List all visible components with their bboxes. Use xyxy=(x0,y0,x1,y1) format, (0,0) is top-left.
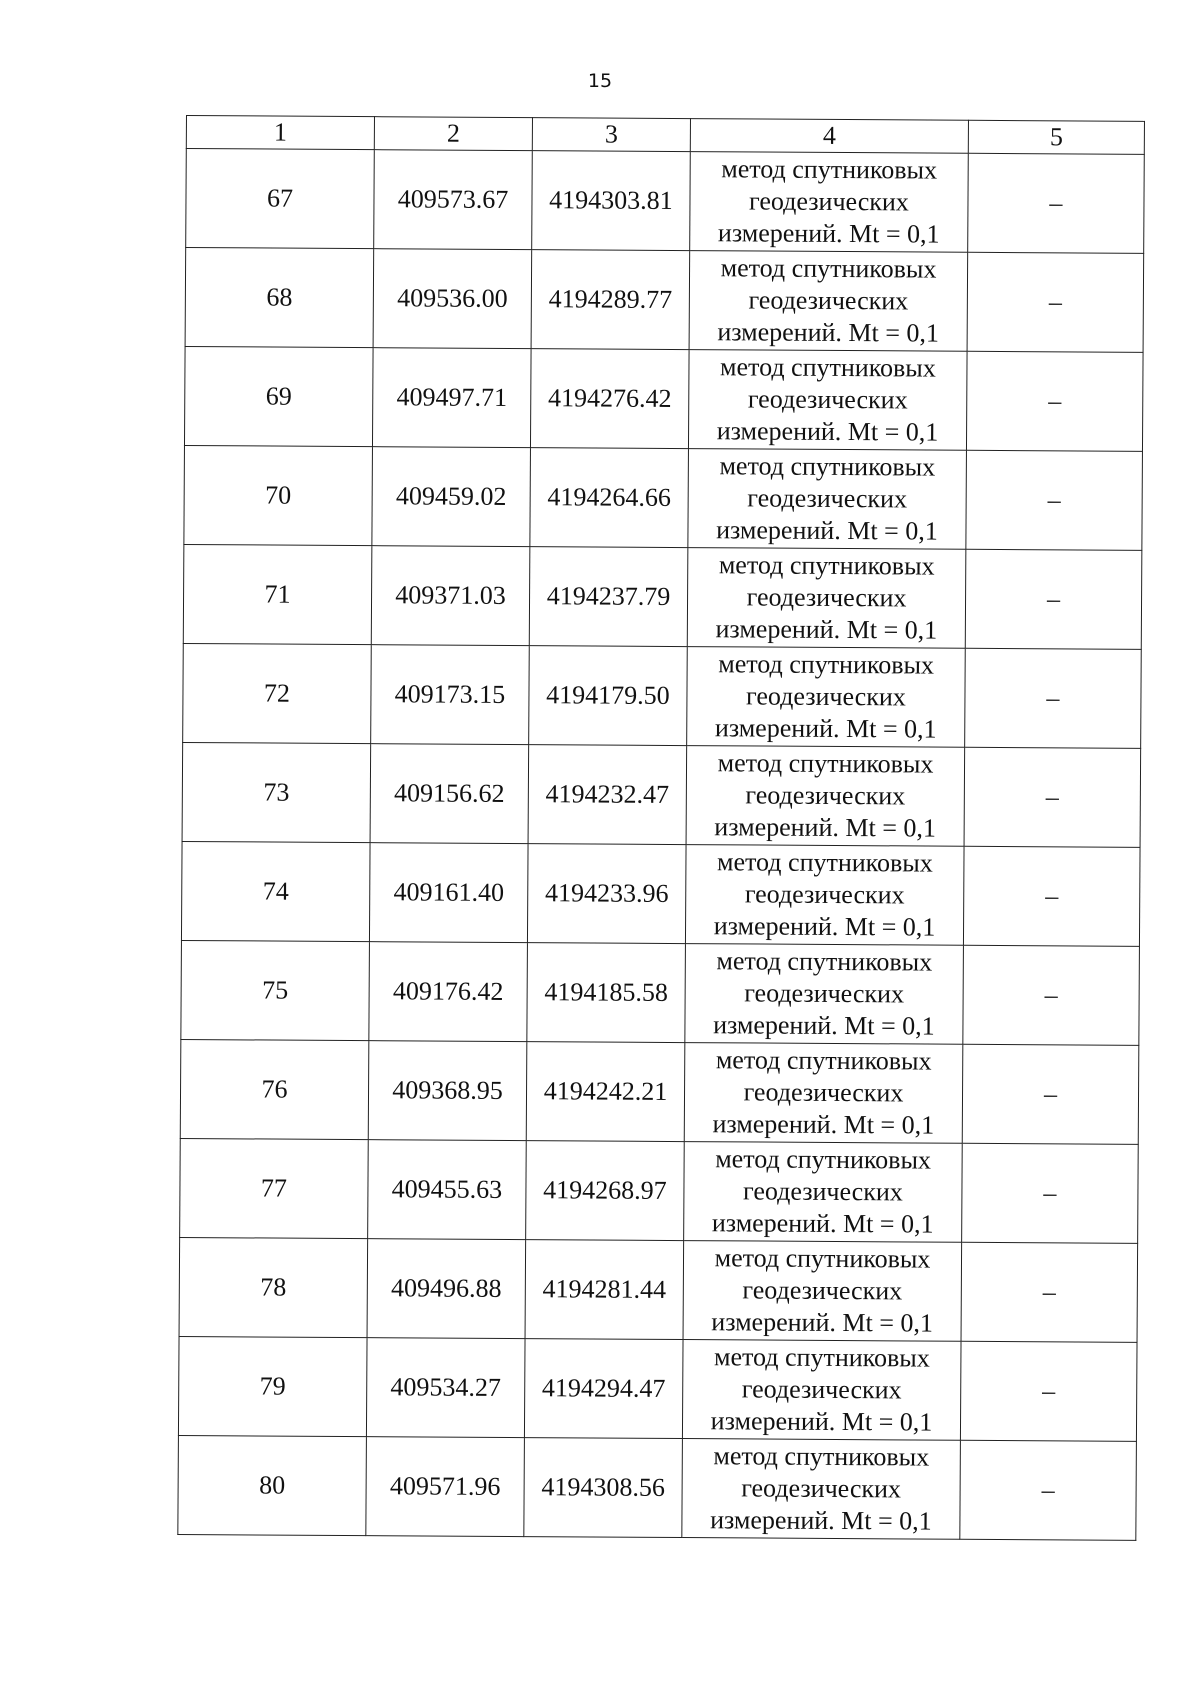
note-cell: – xyxy=(967,252,1144,352)
method-cell xyxy=(684,1043,963,1144)
y-coordinate-cell: 4194264.66 xyxy=(530,448,689,548)
method-line-1: метод спутниковых xyxy=(715,1144,932,1175)
note-cell: – xyxy=(964,747,1141,847)
y-coordinate-cell: 4194289.77 xyxy=(531,250,690,350)
x-coordinate-cell: 409161.40 xyxy=(369,843,528,943)
x-coordinate-cell: 409496.88 xyxy=(367,1239,526,1339)
y-coordinate-cell: 4194268.97 xyxy=(526,1141,685,1241)
point-number-cell: 80 xyxy=(178,1435,367,1535)
note-cell: – xyxy=(961,1242,1138,1342)
point-number-cell: 76 xyxy=(180,1039,369,1139)
x-coordinate-cell: 409459.02 xyxy=(372,447,531,547)
method-cell xyxy=(687,548,966,649)
table-row xyxy=(183,544,1142,649)
method-line-2: геодезических xyxy=(749,186,909,217)
method-line-1: метод спутниковых xyxy=(717,748,934,779)
y-coordinate-cell: 4194232.47 xyxy=(528,745,687,845)
point-number-cell: 68 xyxy=(185,248,374,348)
note-cell: – xyxy=(963,846,1140,946)
y-coordinate-cell: 4194294.47 xyxy=(524,1339,683,1439)
method-line-3: измерений. Mt = 0,1 xyxy=(715,614,938,645)
method-line-2: геодезических xyxy=(748,285,909,316)
y-coordinate-cell: 4194308.56 xyxy=(524,1438,683,1538)
table-row xyxy=(184,445,1143,550)
method-line-3: измерений. Mt = 0,1 xyxy=(710,1505,932,1536)
x-coordinate-cell: 409368.95 xyxy=(368,1041,527,1141)
point-number-cell: 74 xyxy=(181,841,370,941)
x-coordinate-cell: 409536.00 xyxy=(373,249,532,349)
method-line-2: геодезических xyxy=(741,1473,902,1504)
note-cell: – xyxy=(963,945,1140,1045)
method-line-3: измерений. Mt = 0,1 xyxy=(714,812,937,843)
method-cell xyxy=(686,746,965,847)
point-number-cell: 73 xyxy=(182,742,371,842)
note-cell: – xyxy=(965,648,1142,748)
method-cell xyxy=(688,449,967,550)
method-line-3: измерений. Mt = 0,1 xyxy=(714,713,937,744)
y-coordinate-cell: 4194233.96 xyxy=(527,844,686,944)
method-cell xyxy=(682,1439,961,1540)
method-line-1: метод спутниковых xyxy=(715,1045,932,1076)
method-cell xyxy=(682,1340,961,1441)
method-line-2: геодезических xyxy=(744,978,905,1009)
point-number-cell: 71 xyxy=(183,544,372,644)
method-line-2: геодезических xyxy=(747,384,908,415)
method-line-1: метод спутниковых xyxy=(717,847,933,878)
table-row xyxy=(178,1435,1137,1540)
method-line-1: метод спутниковых xyxy=(714,1243,931,1274)
method-line-1: метод спутниковых xyxy=(721,154,938,185)
point-number-cell: 75 xyxy=(181,940,370,1040)
table-row xyxy=(184,346,1143,451)
method-cell xyxy=(689,251,968,352)
point-number-cell: 67 xyxy=(186,149,375,249)
note-cell: – xyxy=(966,450,1143,550)
y-coordinate-cell: 4194281.44 xyxy=(525,1240,684,1340)
header-col-1: 1 xyxy=(186,116,374,150)
method-line-2: геодезических xyxy=(742,1176,903,1207)
y-coordinate-cell: 4194276.42 xyxy=(530,349,689,449)
method-line-2: геодезических xyxy=(745,681,906,712)
method-cell xyxy=(688,350,967,451)
method-line-1: метод спутниковых xyxy=(720,352,936,383)
note-cell: – xyxy=(962,1143,1139,1243)
method-line-3: измерений. Mt = 0,1 xyxy=(713,911,936,942)
method-line-3: измерений. Mt = 0,1 xyxy=(716,416,939,447)
method-line-3: измерений. Mt = 0,1 xyxy=(716,515,938,546)
method-line-2: геодезических xyxy=(742,1275,903,1306)
method-line-2: геодезических xyxy=(743,1077,904,1108)
table-row xyxy=(183,643,1142,748)
x-coordinate-cell: 409455.63 xyxy=(368,1140,527,1240)
note-cell: – xyxy=(965,549,1142,649)
header-col-2: 2 xyxy=(374,117,532,151)
x-coordinate-cell: 409573.67 xyxy=(374,150,533,250)
table-row xyxy=(181,940,1140,1045)
x-coordinate-cell: 409497.71 xyxy=(372,348,531,448)
method-line-3: измерений. Mt = 0,1 xyxy=(717,218,940,249)
x-coordinate-cell: 409371.03 xyxy=(371,546,530,646)
coordinates-table-wrapper xyxy=(177,115,1144,1541)
method-line-1: метод спутниковых xyxy=(718,649,935,680)
table-row xyxy=(185,248,1144,353)
note-cell: – xyxy=(968,153,1145,253)
x-coordinate-cell: 409176.42 xyxy=(369,942,528,1042)
method-line-1: метод спутниковых xyxy=(719,451,936,482)
x-coordinate-cell: 409571.96 xyxy=(366,1437,525,1537)
table-row xyxy=(182,742,1141,847)
method-line-1: метод спутниковых xyxy=(716,946,933,977)
method-line-1: метод спутниковых xyxy=(720,253,937,284)
y-coordinate-cell: 4194237.79 xyxy=(529,547,688,647)
method-line-1: метод спутниковых xyxy=(718,550,935,581)
method-cell xyxy=(683,1241,962,1342)
header-col-5: 5 xyxy=(968,120,1144,154)
y-coordinate-cell: 4194303.81 xyxy=(532,151,691,251)
x-coordinate-cell: 409156.62 xyxy=(370,744,529,844)
table-row xyxy=(186,149,1145,254)
y-coordinate-cell: 4194185.58 xyxy=(527,943,686,1043)
header-col-3: 3 xyxy=(532,118,690,152)
method-line-2: геодезических xyxy=(744,879,905,910)
note-cell: – xyxy=(960,1440,1137,1540)
note-cell: – xyxy=(960,1341,1137,1441)
coordinates-table xyxy=(177,115,1145,1541)
method-line-2: геодезических xyxy=(745,780,906,811)
method-cell xyxy=(687,647,966,748)
method-line-3: измерений. Mt = 0,1 xyxy=(710,1406,933,1437)
table-row xyxy=(179,1237,1138,1342)
point-number-cell: 69 xyxy=(184,346,373,446)
method-cell xyxy=(685,845,964,946)
table-row xyxy=(180,1039,1139,1144)
point-number-cell: 70 xyxy=(184,445,373,545)
method-cell xyxy=(690,152,969,253)
point-number-cell: 72 xyxy=(183,643,372,743)
method-line-1: метод спутниковых xyxy=(713,1441,930,1472)
point-number-cell: 78 xyxy=(179,1237,368,1337)
method-cell xyxy=(685,944,964,1045)
page-number: 15 xyxy=(587,70,613,92)
header-col-4: 4 xyxy=(690,119,968,154)
x-coordinate-cell: 409534.27 xyxy=(366,1338,525,1438)
method-line-2: геодезических xyxy=(747,483,908,514)
method-line-1: метод спутниковых xyxy=(713,1342,930,1373)
table-row xyxy=(181,841,1140,946)
method-cell xyxy=(684,1142,963,1243)
note-cell: – xyxy=(966,351,1143,451)
note-cell: – xyxy=(962,1044,1139,1144)
y-coordinate-cell: 4194179.50 xyxy=(529,646,688,746)
table-row xyxy=(178,1336,1137,1441)
table-row xyxy=(180,1138,1139,1243)
method-line-3: измерений. Mt = 0,1 xyxy=(711,1208,934,1239)
method-line-3: измерений. Mt = 0,1 xyxy=(713,1010,935,1041)
x-coordinate-cell: 409173.15 xyxy=(371,645,530,745)
method-line-3: измерений. Mt = 0,1 xyxy=(717,317,940,348)
method-line-3: измерений. Mt = 0,1 xyxy=(711,1307,934,1338)
method-line-3: измерений. Mt = 0,1 xyxy=(712,1109,935,1140)
y-coordinate-cell: 4194242.21 xyxy=(526,1042,685,1142)
point-number-cell: 79 xyxy=(178,1336,367,1436)
point-number-cell: 77 xyxy=(180,1138,369,1238)
method-line-2: геодезических xyxy=(741,1374,902,1405)
table-body xyxy=(178,149,1144,1541)
method-line-2: геодезических xyxy=(746,582,907,613)
